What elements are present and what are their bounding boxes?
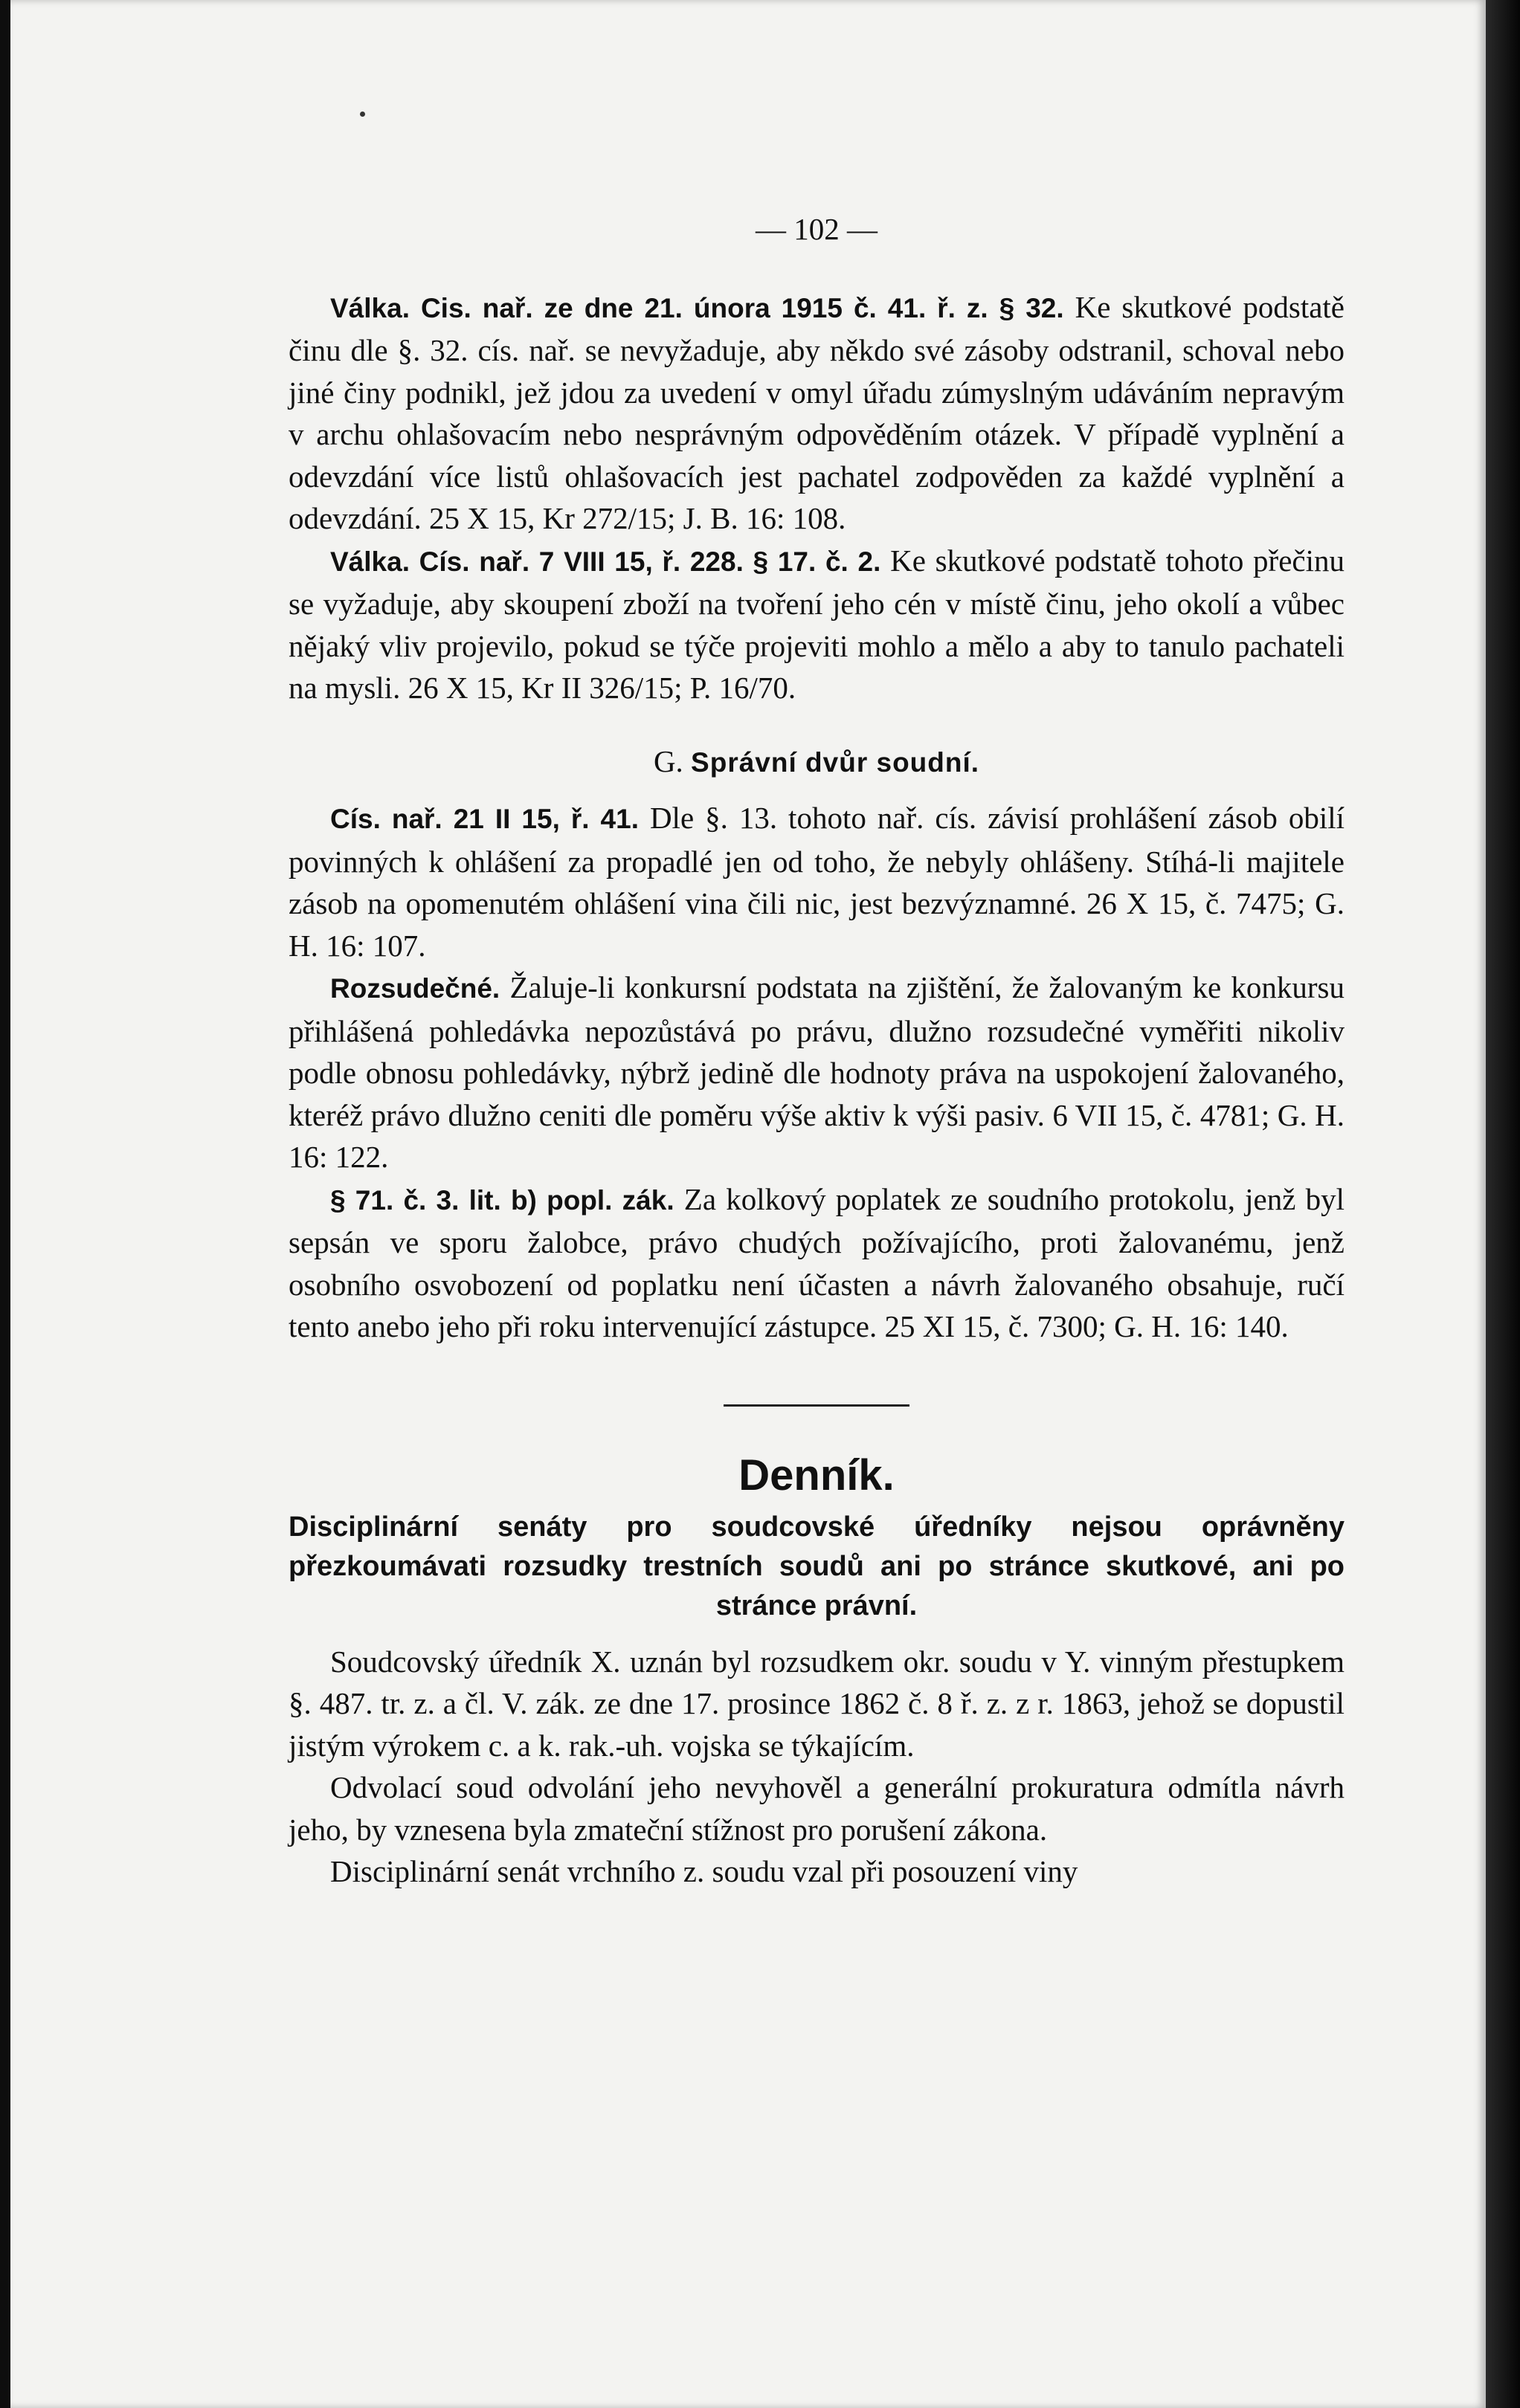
entry-lead: Rozsudečné. <box>330 973 500 1004</box>
page-number: — 102 — <box>756 212 877 246</box>
entry-g-1 <box>289 797 1345 966</box>
speck-mark <box>360 112 365 117</box>
entry-text: Ke skutkové podstatě tohoto přečinu se vyžaduje, aby skoupení zboží na tvoření jeho cén v místě činu, jeho okolí a vůbec nějaký vliv projevilo, pokud se týče projeviti mohlo a mělo a aby to tanulo pachateli na mysli. 26 X 15, Kr II 326/15; P. 16/70. <box>289 543 1345 705</box>
entry-lead: Cís. nař. 21 II 15, ř. 41. <box>330 804 639 834</box>
page-content <box>289 208 1345 1893</box>
section-letter: G. <box>653 743 683 778</box>
page-sheet <box>10 0 1486 2408</box>
denik-intro: Disciplinární senáty pro soudcovské úředníky nejsou oprávněny přezkoumávati rozsudky trestních soudů ani po stránce skutkové, ani po stránce právní. <box>289 1511 1345 1621</box>
entry-lead: Válka. Cis. nař. ze dne 21. února 1915 č. 41. ř. z. § 32. <box>330 292 1064 323</box>
scan-edge <box>1486 0 1520 2408</box>
entry-text: Žaluje-li konkursní podstata na zjištění, že žalovaným ke konkursu přihlášená pohledávka nepozůstává po právu, dlužno rozsudečné vyměřiti nikoliv podle obnosu pohledávky, nýbrž jedině dle hodnoty práva na uspokojení žalovaného, kteréž právo dlužno ceniti dle poměru výše aktiv k výši pasiv. 6 VII 15, č. 4781; G. H. 16: 122. <box>289 970 1345 1174</box>
section-g-heading <box>289 740 1345 784</box>
entry-g-2 <box>289 966 1345 1178</box>
entry-valka-1 <box>289 286 1345 540</box>
entry-text: Dle §. 13. tohoto nař. cís. závisí prohlášení zásob obilí povinných k ohlášení za propadlé jen od toho, že nebyly ohlášeny. Stíhá-li majitele zásob na opomenutém ohlášení vina čili nic, jest bezvýznamné. 26 X 15, č. 7475; G. H. 16: 107. <box>289 801 1345 963</box>
entry-valka-2 <box>289 540 1345 709</box>
entry-text: Za kolkový poplatek ze soudního protokolu, jenž byl sepsán ve sporu žalobce, právo chudých požívajícího, proti žalovanému, jenž osobního osvobození od poplatku není účasten a návrh žalovaného obsahuje, ručí tento anebo jeho při roku intervenující zástupce. 25 XI 15, č. 7300; G. H. 16: 140. <box>289 1181 1345 1343</box>
section-title: Správní dvůr soudní. <box>691 746 980 778</box>
denik-paragraph: Odvolací soud odvolání jeho nevyhověl a generální prokuratura odmítla návrh jeho, by vznesena byla zmateční stížnost pro porušení zákona. <box>289 1770 1345 1847</box>
entry-lead: § 71. č. 3. lit. b) popl. zák. <box>330 1184 674 1216</box>
entry-lead: Válka. Cís. nař. 7 VIII 15, ř. 228. § 17. č. 2. <box>330 546 881 577</box>
denik-paragraph: Soudcovský úředník X. uznán byl rozsudkem okr. soudu v Y. vinným přestupkem §. 487. tr. z. a čl. V. zák. ze dne 17. prosince 1862 č. 8 ř. z. z r. 1863, jehož se dopustil jistým výrokem c. a k. rak.-uh. vojska se týkajícím. <box>289 1644 1345 1763</box>
denik-title: Denník. <box>738 1450 895 1500</box>
section-divider <box>724 1404 909 1407</box>
entry-g-3 <box>289 1178 1345 1348</box>
entry-text: Ke skutkové podstatě činu dle §. 32. cís. nař. se nevyžaduje, aby někdo své zásoby odstranil, schoval nebo jiné činy podnikl, jež jdou za uvedení v omyl úřadu zúmyslným udáváním nepravým v archu ohlašovacím nebo nesprávným odpověděním otázek. V případě vyplnění a odevzdání více listů ohlašovacích jest pachatel zodpověden za každé vyplnění a odevzdání. 25 X 15, Kr 272/15; J. B. 16: 108. <box>289 289 1345 535</box>
denik-paragraph: Disciplinární senát vrchního z. soudu vzal při posouzení viny <box>330 1854 1078 1888</box>
